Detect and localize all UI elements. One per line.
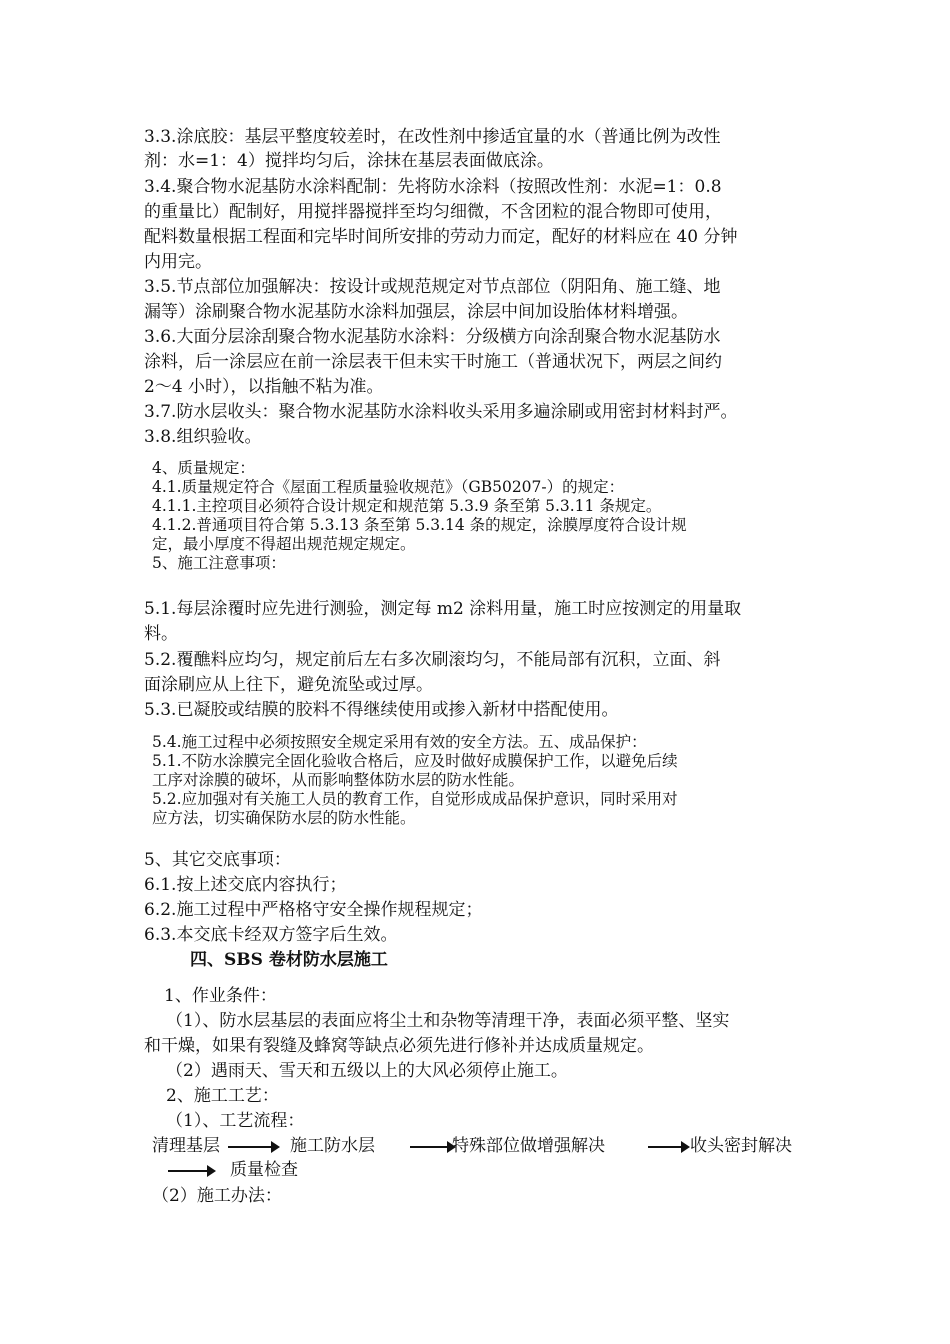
text-line: 涂料，后一涂层应在前一涂层表干但未实干时施工（普通状况下，两层之间约 <box>144 352 722 372</box>
text-line: 5.3.已凝胶或结膜的胶料不得继续使用或掺入新材中搭配使用。 <box>144 700 619 720</box>
flow-step: 清理基层 <box>152 1136 220 1156</box>
flow-step: 质量检查 <box>230 1160 298 1180</box>
text-line: 的重量比）配制好，用搅拌器搅拌至均匀细微，不含团粒的混合物即可使用， <box>144 202 722 222</box>
text-line: 3.8.组织验收。 <box>144 427 262 447</box>
text-line: 3.6.大面分层涂刮聚合物水泥基防水涂料：分级横方向涂刮聚合物水泥基防水 <box>144 327 721 347</box>
flow-step: 特殊部位做增强解决 <box>452 1136 605 1156</box>
arrow-right-icon <box>410 1146 448 1148</box>
text-line: 5.1.不防水涂膜完全固化验收合格后，应及时做好成膜保护工作，以避免后续 <box>152 752 678 770</box>
text-line: 6.3.本交底卡经双方签字后生效。 <box>144 925 398 945</box>
flow-step: 施工防水层 <box>290 1136 375 1156</box>
text-line: 4.1.1.主控项目必须符合设计规定和规范第 5.3.9 条至第 5.3.11 条规定。 <box>152 497 662 515</box>
text-line: 4.1.2.普通项目符合第 5.3.13 条至第 5.3.14 条的规定，涂膜厚度符合设计规 <box>152 516 687 534</box>
arrow-right-icon <box>648 1146 682 1148</box>
text-line: 3.3.涂底胶：基层平整度较差时，在改性剂中掺适宜量的水（普通比例为改性 <box>144 127 721 147</box>
text-line: 5、其它交底事项： <box>144 850 291 870</box>
text-line: 6.2.施工过程中严格格守安全操作规程规定； <box>144 900 483 920</box>
text-line: 漏等）涂刷聚合物水泥基防水涂料加强层，涂层中间加设胎体材料增强。 <box>144 302 688 322</box>
text-line: 5.2.应加强对有关施工人员的教育工作，自觉形成成品保护意识，同时采用对 <box>152 790 678 808</box>
text-line: 料。 <box>144 624 178 644</box>
text-line: 3.7.防水层收头：聚合物水泥基防水涂料收头采用多遍涂刷或用密封材料封严。 <box>144 402 738 422</box>
text-line: 5.2.覆醮料应均匀，规定前后左右多次刷滚均匀，不能局部有沉积，立面、斜 <box>144 650 721 670</box>
text-line: 5、施工注意事项： <box>152 554 286 572</box>
text-line: 2、施工工艺： <box>166 1086 279 1106</box>
text-line: 定，最小厚度不得超出规范规定规定。 <box>152 535 416 553</box>
text-line: （2）施工办法： <box>152 1186 282 1206</box>
text-line: 配料数量根据工程面和完毕时间所安排的劳动力而定，配好的材料应在 40 分钟 <box>144 227 738 247</box>
text-line: 4、质量规定： <box>152 459 255 477</box>
text-line: 6.1.按上述交底内容执行； <box>144 875 347 895</box>
text-line: （1）、工艺流程： <box>166 1111 305 1131</box>
arrow-right-icon <box>168 1170 208 1172</box>
text-line: 剂：水=1：4）搅拌均匀后，涂抹在基层表面做底涂。 <box>144 151 554 171</box>
text-line: （2）遇雨天、雪天和五级以上的大风必须停止施工。 <box>166 1061 568 1081</box>
flow-step: 收头密封解决 <box>690 1136 792 1156</box>
text-line: （1）、防水层基层的表面应将尘土和杂物等清理干净，表面必须平整、坚实 <box>166 1011 730 1031</box>
text-line: 2～4 小时），以指触不粘为准。 <box>144 377 384 397</box>
text-line: 面涂刷应从上往下，避免流坠或过厚。 <box>144 675 433 695</box>
text-line: 3.4.聚合物水泥基防水涂料配制：先将防水涂料（按照改性剂：水泥=1：0.8 <box>144 177 722 197</box>
text-line: 3.5.节点部位加强解决：按设计或规范规定对节点部位（阴阳角、施工缝、地 <box>144 277 721 297</box>
text-line: 内用完。 <box>144 252 212 272</box>
text-line: 5.1.每层涂覆时应先进行测验，测定每 m2 涂料用量，施工时应按测定的用量取 <box>144 599 742 619</box>
text-line: 4.1.质量规定符合《屋面工程质量验收规范》（GB50207-）的规定： <box>152 478 625 496</box>
text-line: 工序对涂膜的破坏，从而影响整体防水层的防水性能。 <box>152 771 525 789</box>
section-heading: 四、SBS 卷材防水层施工 <box>190 950 388 970</box>
text-line: 应方法，切实确保防水层的防水性能。 <box>152 809 416 827</box>
text-line: 5.4.施工过程中必须按照安全规定采用有效的安全方法。五、成品保护： <box>152 733 647 751</box>
text-line: 和干燥，如果有裂缝及蜂窝等缺点必须先进行修补并达成质量规定。 <box>144 1036 654 1056</box>
arrow-right-icon <box>228 1146 272 1148</box>
text-line: 1、作业条件： <box>164 986 277 1006</box>
